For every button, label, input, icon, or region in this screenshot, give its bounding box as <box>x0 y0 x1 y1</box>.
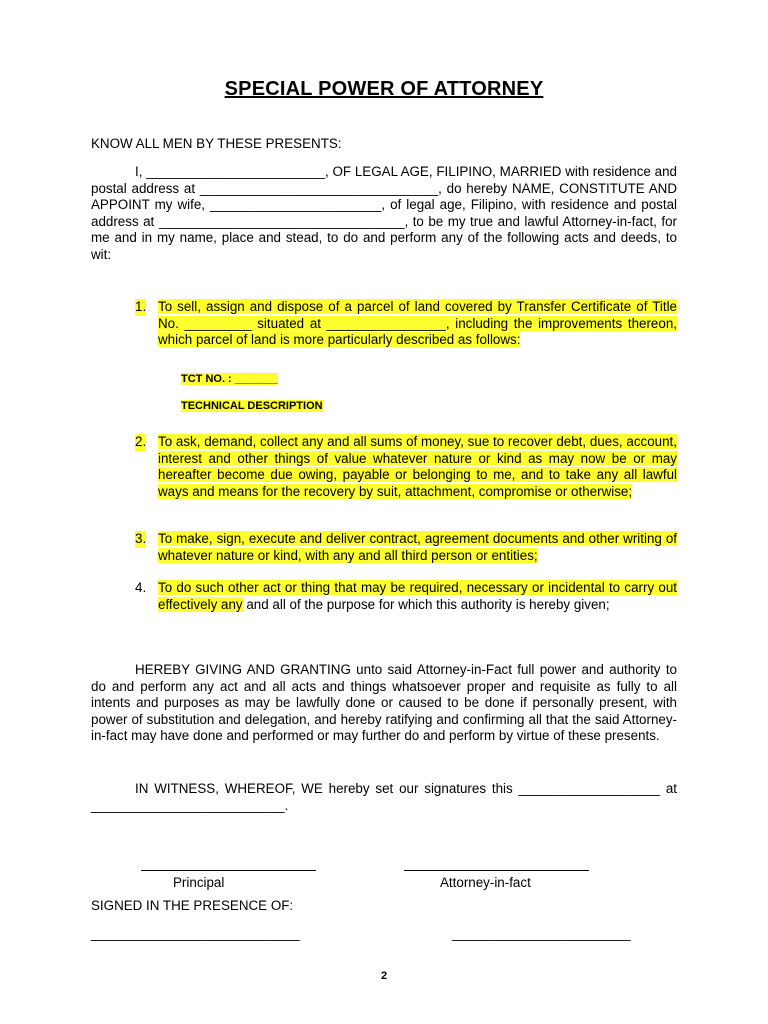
witness-paragraph: IN WITNESS, WHEREOF, WE hereby set our signatures this ___________________ at __________________________. <box>91 781 677 813</box>
list-text: To sell, assign and dispose of a parcel of land covered by Transfer Certificate of Title No. _________ situated at ________________, including the improvements thereon, which parcel of land is more particularly described as follows: <box>158 299 677 347</box>
granting-paragraph: HEREBY GIVING AND GRANTING unto said Attorney-in-Fact full power and authority to do and perform any act and all acts and things whatsoever proper and requisite as fully to all intents and purposes as may be lawfully done or caused to be done if personally present, with power of substitution and delegation, and hereby ratifying and confirming all that the said Attorney-in-fact may have done and performed or may further do and perform by virtue of these presents. <box>91 662 677 743</box>
list-number: 2. <box>135 434 147 449</box>
witness-header: SIGNED IN THE PRESENCE OF: <box>91 898 294 913</box>
list-item-1 <box>135 299 677 349</box>
technical-description-label: TECHNICAL DESCRIPTION <box>181 400 323 412</box>
document-title: SPECIAL POWER OF ATTORNEY <box>224 78 544 100</box>
list-text: To ask, demand, collect any and all sums of money, sue to recover debt, dues, account, interest and other things of value whatever nature or kind as may now be or may hereafter become due owing, payable or belonging to me, and to take any all lawful ways and means for the recovery by suit, attachment, compromise or otherwise; <box>158 434 677 499</box>
appointment-paragraph: I, ________________________, OF LEGAL AGE, FILIPINO, MARRIED with residence and postal address at ________________________________, do hereby NAME, CONSTITUTE AND APPOINT my wife, _______________________, of legal age, Filipino, with residence and postal address at _________________________________, to be my true and lawful Attorney-in-fact, for me and in my name, place and stead, to do and perform any of the following acts and deeds, to wit: <box>91 164 677 262</box>
witness-line-left: ____________________________ <box>91 926 300 941</box>
witness-line-right: ________________________ <box>452 926 631 941</box>
list-item-2 <box>135 434 677 500</box>
list-text-highlighted: To do such other act or thing that may be required, necessary or incidental to carry out effectively any <box>158 580 677 612</box>
list-text-plain: and all of the purpose for which this authority is hereby given; <box>242 596 610 612</box>
tct-number-label: TCT NO. : _______ <box>181 373 278 385</box>
principal-label: Principal <box>173 875 225 890</box>
list-item-3 <box>135 531 677 564</box>
page-number: 2 <box>380 970 388 982</box>
list-number: 3. <box>135 531 147 546</box>
intro-header: KNOW ALL MEN BY THESE PRESENTS: <box>91 136 342 151</box>
list-number: 1. <box>135 299 147 314</box>
principal-signature-line <box>141 870 316 871</box>
attorney-label: Attorney-in-fact <box>440 875 531 890</box>
list-number: 4. <box>135 580 147 595</box>
list-item-4 <box>135 580 677 613</box>
attorney-signature-line <box>404 870 589 871</box>
list-text: To make, sign, execute and deliver contract, agreement documents and other writing of whatever nature or kind, with any and all third person or entities; <box>158 531 677 563</box>
